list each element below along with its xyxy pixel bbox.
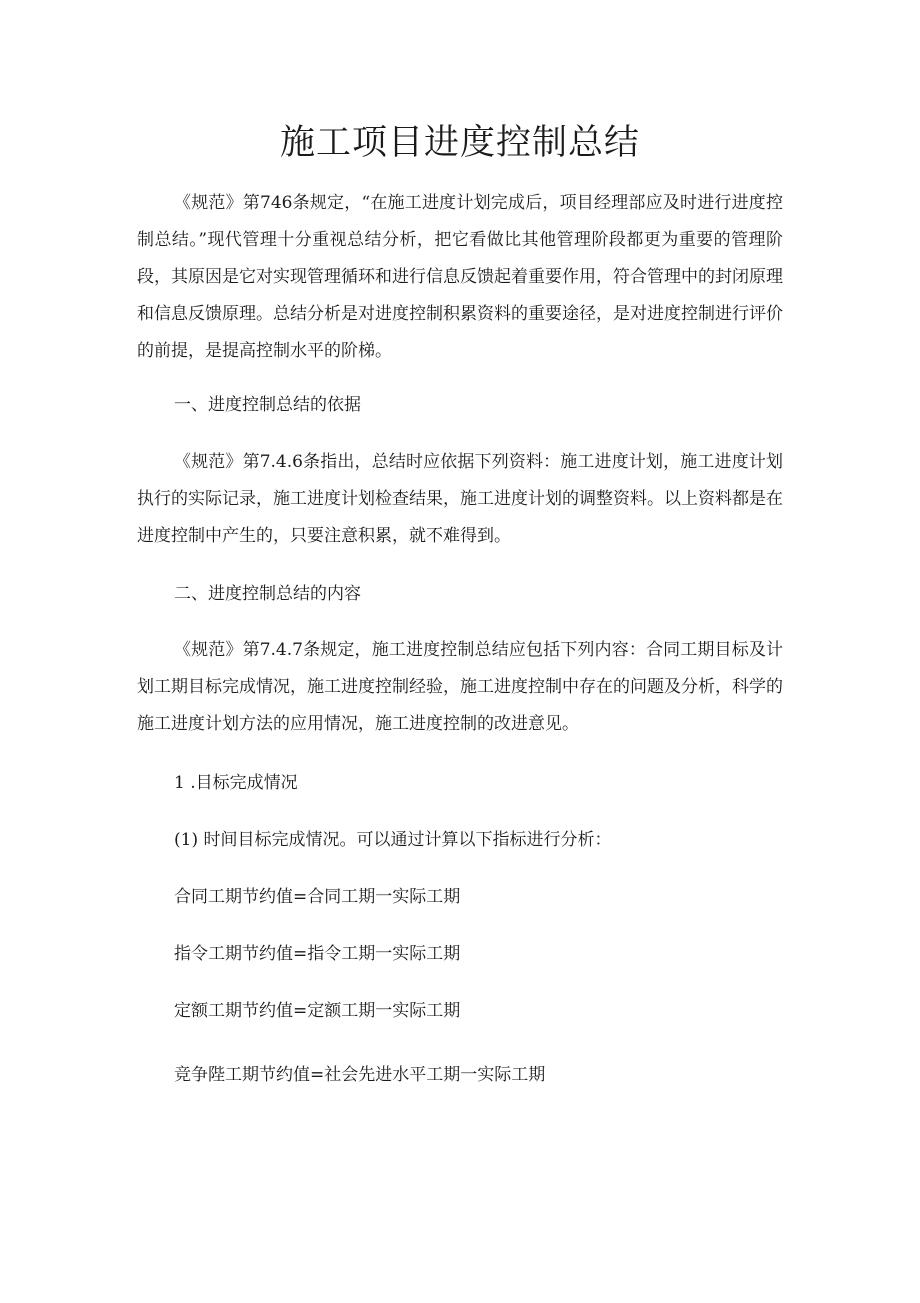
formula-line: 定额工期节约值=定额工期一实际工期 [174, 1001, 461, 1021]
item-heading-goal-completion: 1 .目标完成情况 [174, 773, 298, 793]
section-heading-content: 二、进度控制总结的内容 [174, 584, 361, 604]
sub-item-time-goal: (1) 时间目标完成情况。可以通过计算以下指标进行分析： [174, 830, 612, 850]
content-paragraph: 《规范》第7.4.7条规定，施工进度控制总结应包括下列内容：合同工期目标及计划工期目标完成情况，施工进度控制经验，施工进度控制中存在的问题及分析，科学的施工进度计划方法的应用情况，施工进度控制的改进意见。 [137, 640, 783, 734]
section-heading-basis: 一、进度控制总结的依据 [174, 395, 361, 415]
basis-paragraph: 《规范》第7.4.6条指出，总结时应依据下列资料：施工进度计划，施工进度计划执行的实际记录，施工进度计划检查结果，施工进度计划的调整资料。以上资料都是在进度控制中产生的，只要注意积累，就不难得到。 [137, 452, 783, 546]
formula-line: 合同工期节约值=合同工期一实际工期 [174, 887, 461, 907]
document-title: 施工项目进度控制总结 [279, 123, 640, 163]
intro-paragraph: 《规范》第746条规定，“在施工进度计划完成后，项目经理部应及时进行进度控制总结。”现代管理十分重视总结分析，把它看做比其他管理阶段都更为重要的管理阶段，其原因是它对实现管理循环和进行信息反馈起着重要作用，符合管理中的封闭原理和信息反馈原理。总结分析是对进度控制积累资料的重要途径，是对进度控制进行评价的前提，是提高控制水平的阶梯。 [137, 193, 783, 361]
formula-line: 竞争陛工期节约值=社会先进水平工期一实际工期 [174, 1065, 546, 1085]
formula-line: 指令工期节约值=指令工期一实际工期 [174, 944, 461, 964]
